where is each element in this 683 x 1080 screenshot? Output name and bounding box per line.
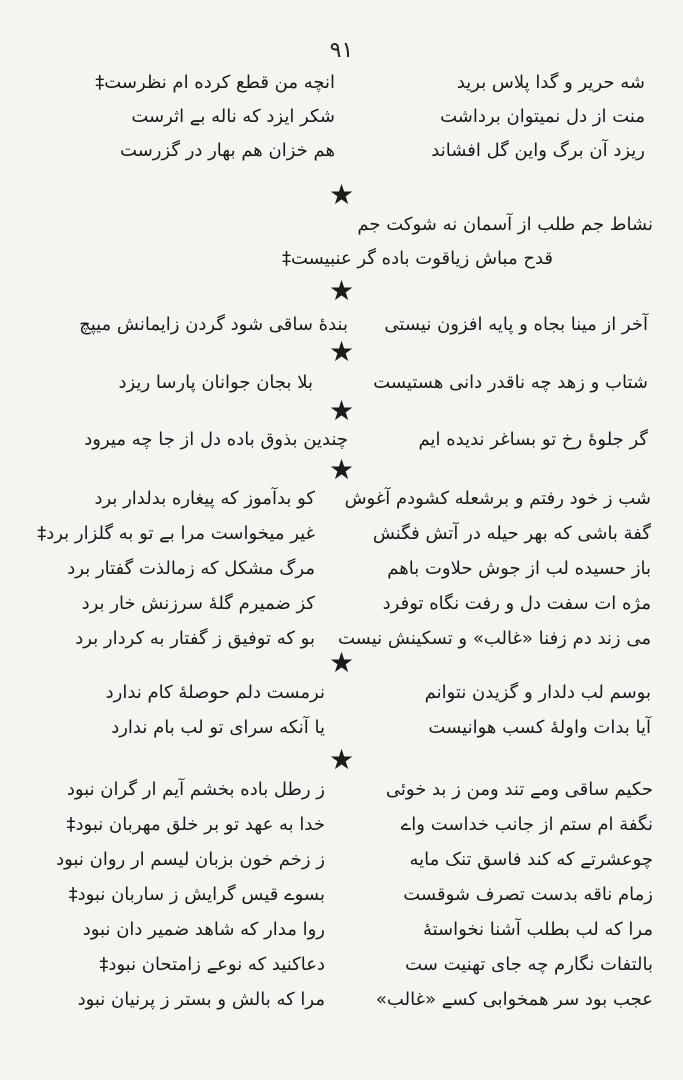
- second-hemistich: چندین بذوق باده دل از جا چه میرود: [84, 429, 348, 450]
- verse-line: [0, 104, 683, 130]
- star-ornament: ★: [328, 274, 355, 307]
- second-hemistich: ز زخم خون بزبان لیسم ار روان نبود: [56, 849, 325, 870]
- second-hemistich: شکر ایزد که ناله بے اثرست: [131, 106, 335, 127]
- first-hemistich: مژه ات سفت دل و رفت نگاه توفرد: [382, 593, 651, 614]
- first-hemistich: منت از دل نمیتوان برداشت: [440, 106, 645, 127]
- verse-line: [0, 812, 683, 838]
- verse-line: [0, 486, 683, 512]
- second-hemistich: بندهٔ ساقی شود گردن زایمانش میپچ: [79, 314, 348, 335]
- first-hemistich: بوسم لب دلدار و گزیدن نتوانم: [424, 682, 651, 703]
- verse-line: [0, 246, 683, 272]
- second-hemistich: یا آنکه سرای تو لب بام ندارد: [111, 717, 325, 738]
- first-hemistich: آخر از مینا بجاه و پایه افزون نیستی: [384, 314, 648, 335]
- second-hemistich: کو بدآموز که پیغاره بدلدار برد: [94, 488, 315, 509]
- verse-line: [0, 847, 683, 873]
- first-hemistich: عجب بود سر همخوابی کسے «غالب»: [375, 989, 653, 1010]
- verse-line: [0, 556, 683, 582]
- second-hemistich: ز رطل باده بخشم آیم ار گران نبود: [66, 779, 325, 800]
- first-hemistich: بالتفات نگارم چه جای تهنیت ست: [405, 954, 653, 975]
- second-hemistich: بسوے قیس گرایش ز ساربان نبود‡: [68, 884, 325, 905]
- first-hemistich: گر جلوهٔ رخ تو بساغر ندیده ایم: [418, 429, 648, 450]
- stanza-6: [0, 486, 683, 652]
- verse-line: [0, 917, 683, 943]
- verse-text: نشاط جم طلب از آسمان نه شوکت جم: [357, 214, 653, 235]
- stanza-1: [0, 70, 683, 164]
- star-ornament: ★: [328, 394, 355, 427]
- first-hemistich: زمام ناقه بدست تصرف شوقست: [403, 884, 653, 905]
- stanza-4: [0, 370, 683, 396]
- second-hemistich: مرا که بالش و بستر ز پرنیان نبود: [77, 989, 325, 1010]
- second-hemistich: نرمست دلم حوصلهٔ کام ندارد: [105, 682, 325, 703]
- verse-line: [0, 427, 683, 453]
- first-hemistich: آیا بدات واولهٔ کسب هوانیست: [428, 717, 651, 738]
- first-hemistich: شتاب و زهد چه ناقدر دانی هستیست: [373, 372, 648, 393]
- star-ornament: ★: [328, 335, 355, 368]
- first-hemistich: حکیم ساقی ومے تند ومن ز بد خوئی: [385, 779, 653, 800]
- first-hemistich: شب ز خود رفتم و برشعله کشودم آغوش: [344, 488, 651, 509]
- verse-line: [0, 370, 683, 396]
- second-hemistich: غیر میخواست مرا بے تو به گلزار برد‡: [37, 523, 315, 544]
- first-hemistich: نگفة ام ستم از جانب خداست واے: [400, 814, 653, 835]
- stanza-5: [0, 427, 683, 453]
- star-ornament: ★: [328, 453, 355, 486]
- first-hemistich: مرا که لب بطلب آشنا نخواستهٔ: [422, 919, 653, 940]
- verse-line: [0, 212, 683, 238]
- second-hemistich: هم خزان هم بهار در گزرست: [120, 140, 335, 161]
- verse-line: [0, 680, 683, 706]
- second-hemistich: بو که توفیق ز گفتار به کردار برد: [75, 628, 315, 649]
- page-number: ۹۱: [329, 38, 354, 63]
- second-hemistich: دعاکنید که نوعے زامتحان نبود‡: [99, 954, 325, 975]
- verse-line: [0, 987, 683, 1013]
- first-hemistich: می زند دم زفنا «غالب» و تسکینش نیست: [338, 628, 651, 649]
- second-hemistich: کز ضمیرم گلهٔ سرزنش خار برد: [81, 593, 315, 614]
- stanza-8: [0, 777, 683, 1013]
- second-hemistich: خدا به عهد تو بر خلق مهربان نبود‡: [66, 814, 325, 835]
- verse-line: [0, 777, 683, 803]
- stanza-7: [0, 680, 683, 741]
- verse-line: [0, 591, 683, 617]
- star-ornament: ★: [328, 743, 355, 776]
- second-hemistich: انچه من قطع کرده ام نظرست‡: [95, 72, 335, 93]
- verse-line: [0, 138, 683, 164]
- verse-line: [0, 882, 683, 908]
- second-hemistich: مرگ مشکل که زمالذت گفتار برد: [67, 558, 315, 579]
- second-hemistich: بلا بجان جوانان پارسا ریزد: [118, 372, 313, 393]
- stanza-2: [0, 212, 683, 272]
- star-ornament: ★: [328, 646, 355, 679]
- verse-line: [0, 952, 683, 978]
- star-ornament: ★: [328, 178, 355, 211]
- verse-line: [0, 715, 683, 741]
- verse-line: [0, 70, 683, 96]
- first-hemistich: چوعشرتے که کند فاسق تنک مایه: [409, 849, 653, 870]
- first-hemistich: شه حریر و گدا پلاس برید: [456, 72, 645, 93]
- first-hemistich: ریزد آن برگ واین گل افشاند: [431, 140, 645, 161]
- second-hemistich: روا مدار که شاهد ضمیر دان نبود: [82, 919, 325, 940]
- verse-text: قدح مباش زیاقوت باده گر عنبیست‡: [281, 248, 553, 269]
- first-hemistich: گفة باشی که بهر حیله در آتش فگنش: [372, 523, 651, 544]
- verse-line: [0, 521, 683, 547]
- first-hemistich: باز حسیده لب از جوش حلاوت باهم: [387, 558, 651, 579]
